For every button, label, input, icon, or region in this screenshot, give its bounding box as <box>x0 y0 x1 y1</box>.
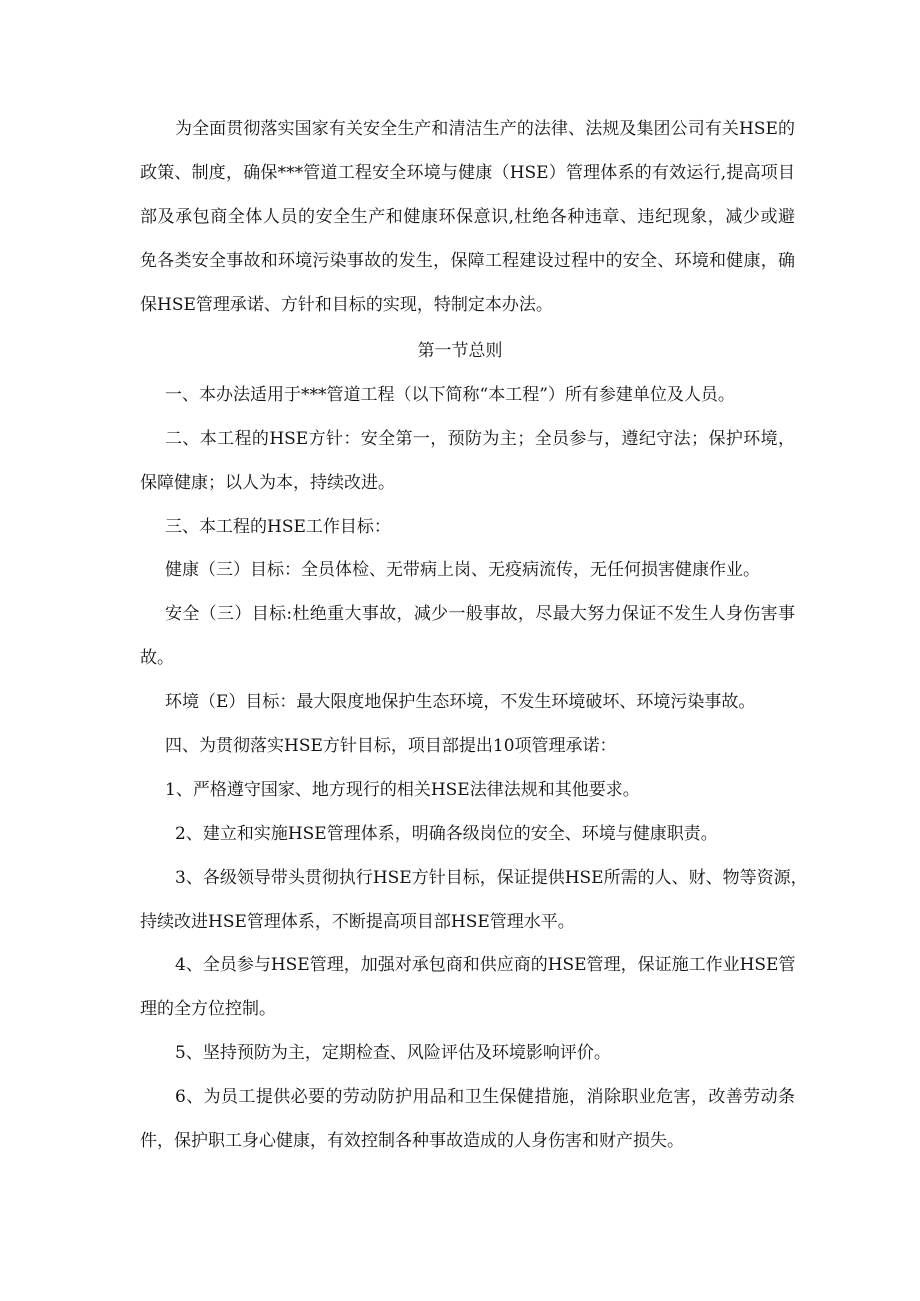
text-line: 1、严格遵守国家、地方现行的相关HSE法律法规和其他要求。 <box>165 779 640 800</box>
text-line: 环境（E）目标：最大限度地保护生态环境，不发生环境破坏、环境污染事故。 <box>165 692 756 713</box>
text-line: 6、为员工提供必要的劳动防护用品和卫生保健措施，消除职业危害，改善劳动条 <box>175 1087 795 1108</box>
text-line: 三、本工程的HSE工作目标： <box>165 516 391 537</box>
text-line: 持续改进HSE管理体系，不断提高项目部HSE管理水平。 <box>140 911 575 932</box>
goal-health-paragraph <box>140 549 795 593</box>
text-line: 为全面贯彻落实国家有关安全生产和清洁生产的法律、法规及集团公司有关HSE的 <box>175 119 795 139</box>
commitment-item-3 <box>140 857 808 945</box>
clause-3-paragraph <box>140 506 795 550</box>
text-line: 理的全方位控制。 <box>140 999 276 1020</box>
text-line: 健康（三）目标：全员体检、无带病上岗、无疫病流传，无任何损害健康作业。 <box>165 560 760 581</box>
text-line: 安全（三）目标:杜绝重大事故，减少一般事故，尽最大努力保证不发生人身伤害事 <box>165 604 795 625</box>
text-line: 政策、制度，确保***管道工程安全环境与健康（HSE）管理体系的有效运行,提高项目 <box>140 162 795 183</box>
text-line: 件，保护职工身心健康，有效控制各种事故造成的人身伤害和财产损失。 <box>140 1130 684 1151</box>
commitment-item-4 <box>140 944 795 1032</box>
text-line: 部及承包商全体人员的安全生产和健康环保意识,杜绝各种违章、违纪现象，减少或避 <box>140 206 795 227</box>
text-line: 5、坚持预防为主，定期检查、风险评估及环境影响评价。 <box>175 1043 611 1064</box>
text-line: 3、各级领导带头贯彻执行HSE方针目标，保证提供HSE所需的人、财、物等资源， <box>175 867 808 888</box>
commitment-item-5 <box>140 1032 795 1076</box>
document-body <box>140 108 808 1164</box>
clause-1-paragraph <box>140 374 795 418</box>
text-line: 一、本办法适用于***管道工程（以下简称“本工程”）所有参建单位及人员。 <box>165 384 735 405</box>
text-line: 保障健康；以人为本，持续改进。 <box>140 472 395 493</box>
text-line: 二、本工程的HSE方针：安全第一，预防为主；全员参与，遵纪守法；保护环境， <box>165 428 795 449</box>
goal-safety-paragraph <box>140 593 795 681</box>
commitment-item-6 <box>140 1076 795 1164</box>
clause-2-paragraph <box>140 418 795 506</box>
intro-paragraph <box>140 108 795 327</box>
text-line: 2、建立和实施HSE管理体系，明确各级岗位的安全、环境与健康职责。 <box>175 823 718 844</box>
text-line: 保HSE管理承诺、方针和目标的实现，特制定本办法。 <box>140 294 553 315</box>
text-line: 故。 <box>140 648 174 669</box>
commitment-item-1 <box>140 769 795 813</box>
goal-environment-paragraph <box>140 681 795 725</box>
text-line: 4、全员参与HSE管理，加强对承包商和供应商的HSE管理，保证施工作业HSE管 <box>175 955 796 976</box>
text-line: 免各类安全事故和环境污染事故的发生，保障工程建设过程中的安全、环境和健康，确 <box>140 250 795 271</box>
section-title: 第一节总则 <box>417 340 503 361</box>
text-line: 四、为贯彻落实HSE方针目标，项目部提出10项管理承诺： <box>165 735 617 756</box>
commitment-item-2 <box>140 813 795 857</box>
clause-4-paragraph <box>140 725 795 769</box>
